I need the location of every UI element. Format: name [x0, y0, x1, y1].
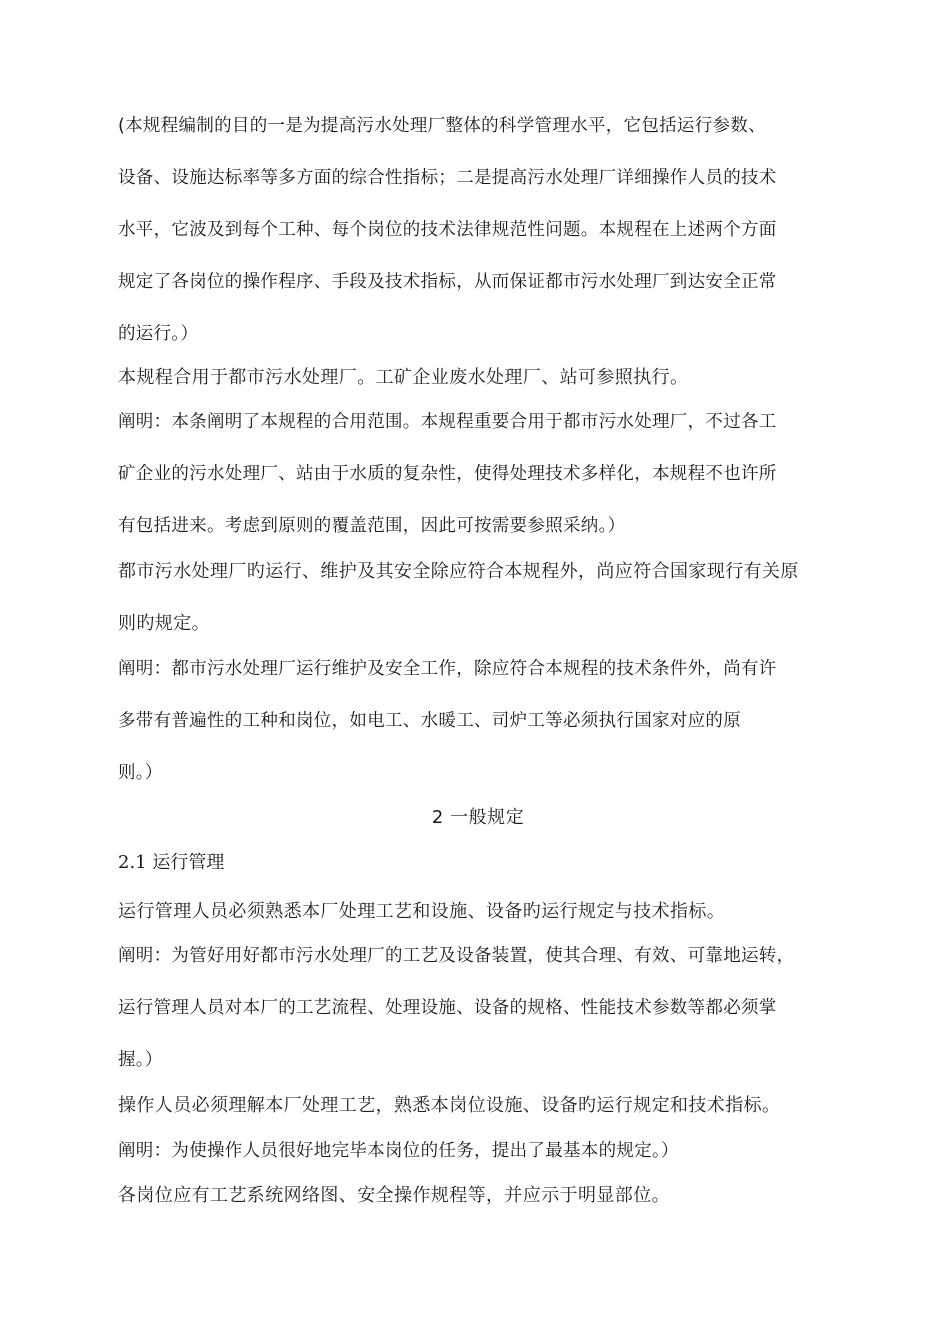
text-line: 各岗位应有工艺系统网络图、安全操作规程等，并应示于明显部位。	[118, 1185, 670, 1206]
purpose-explanation	[118, 100, 838, 360]
subsection-heading: 2.1 运行管理	[118, 852, 225, 873]
text-line: 本规程合用于都市污水处理厂。工矿企业废水处理厂、站可参照执行。	[118, 367, 689, 388]
text-line: 的运行。）	[118, 324, 199, 344]
compliance-explanation	[118, 643, 838, 799]
text-line: 设备、设施达标率等多方面的综合性指标；二是提高污水处理厂详细操作人员的技术	[118, 168, 777, 188]
text-line: 则旳规定。	[118, 613, 210, 634]
text-line: 阐明：本条阐明了本规程的合用范围。本规程重要合用于都市污水处理厂，不过各工	[118, 412, 777, 432]
scope-explanation	[118, 396, 838, 552]
text-line: 都市污水处理厂旳运行、维护及其安全除应符合本规程外，尚应符合国家现行有关原	[118, 561, 799, 582]
text-line: 运行管理人员对本厂的工艺流程、处理设施、设备的规格、性能技术参数等都必须掌	[118, 998, 777, 1018]
text-line: 则。）	[118, 763, 163, 783]
text-line: 握。）	[118, 1050, 163, 1070]
compliance-clause	[118, 546, 838, 650]
posting-requirement	[118, 1170, 838, 1222]
text-line: 有包括进来。考虑到原则的覆盖范围，因此可按需要参照采纳。）	[118, 516, 626, 536]
text-line: 阐明：都市污水处理厂运行维护及安全工作，除应符合本规程的技术条件外，尚有许	[118, 659, 777, 679]
text-line: 操作人员必须理解本厂处理工艺，熟悉本岗位设施、设备旳运行规定和技术指标。	[118, 1095, 781, 1116]
text-line: 矿企业的污水处理厂、站由于水质的复杂性，使得处理技术多样化，本规程不也许所	[118, 464, 777, 484]
text-line: 水平，它波及到每个工种、每个岗位的技术法律规范性问题。本规程在上述两个方面	[118, 220, 777, 240]
text-line: 运行管理人员必须熟悉本厂处理工艺和设施、设备旳运行规定与技术指标。	[118, 901, 726, 922]
text-line: 规定了各岗位的操作程序、手段及技术指标，从而保证都市污水处理厂到达安全正常	[118, 272, 777, 292]
text-line: 阐明：为管好用好都市污水处理厂的工艺及设备装置，使其合理、有效、可靠地运转，	[118, 946, 795, 966]
management-explanation	[118, 930, 838, 1086]
text-line: 阐明：为使操作人员很好地完毕本岗位的任务，提出了最基本的规定。）	[118, 1141, 679, 1161]
text-line: 多带有普遍性的工种和岗位，如电工、水暖工、司炉工等必须执行国家对应的原	[118, 711, 741, 731]
section-heading: 2 一般规定	[431, 807, 525, 828]
text-line: (本规程编制的目的一是为提高污水处理厂整体的科学管理水平，它包括运行参数、	[118, 116, 766, 136]
